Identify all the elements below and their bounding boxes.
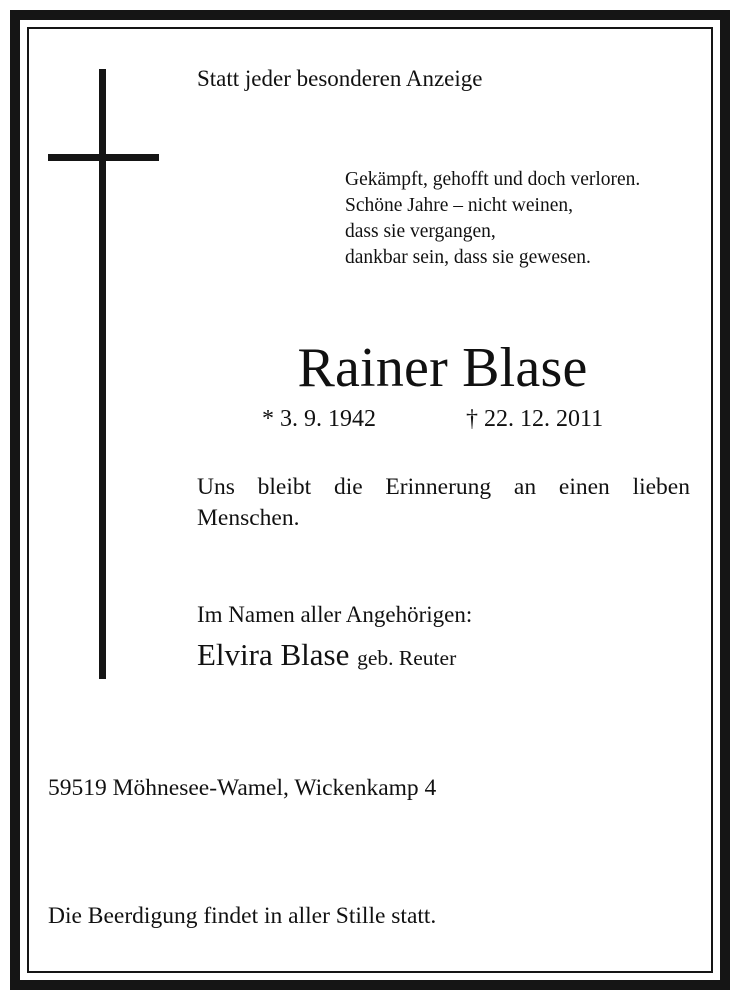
funeral-note: Die Beerdigung findet in aller Stille statt. bbox=[48, 903, 437, 929]
signatory bbox=[197, 637, 456, 673]
poem-block bbox=[345, 167, 640, 271]
poem-line: dankbar sein, dass sie gewesen. bbox=[345, 247, 591, 268]
birth-date: * 3. 9. 1942 bbox=[262, 406, 376, 432]
poem-line: dass sie vergangen, bbox=[345, 221, 496, 242]
poem-line: Schöne Jahre – nicht weinen, bbox=[345, 195, 573, 216]
deceased-name: Rainer Blase bbox=[297, 337, 588, 399]
memory-text: Uns bleibt die Erinnerung an einen lieben Menschen. bbox=[197, 474, 690, 531]
cross-horizontal-bar bbox=[48, 154, 159, 161]
poem-line: Gekämpft, gehofft und doch verloren. bbox=[345, 169, 641, 190]
signatory-name: Elvira Blase bbox=[197, 637, 350, 672]
notice-heading: Statt jeder besonderen Anzeige bbox=[197, 66, 483, 91]
address: 59519 Möhnesee-Wamel, Wickenkamp 4 bbox=[48, 775, 437, 801]
signatory-maiden-name: geb. Reuter bbox=[357, 646, 457, 670]
death-date: † 22. 12. 2011 bbox=[466, 406, 604, 432]
signature-intro: Im Namen aller Angehörigen: bbox=[197, 602, 473, 627]
